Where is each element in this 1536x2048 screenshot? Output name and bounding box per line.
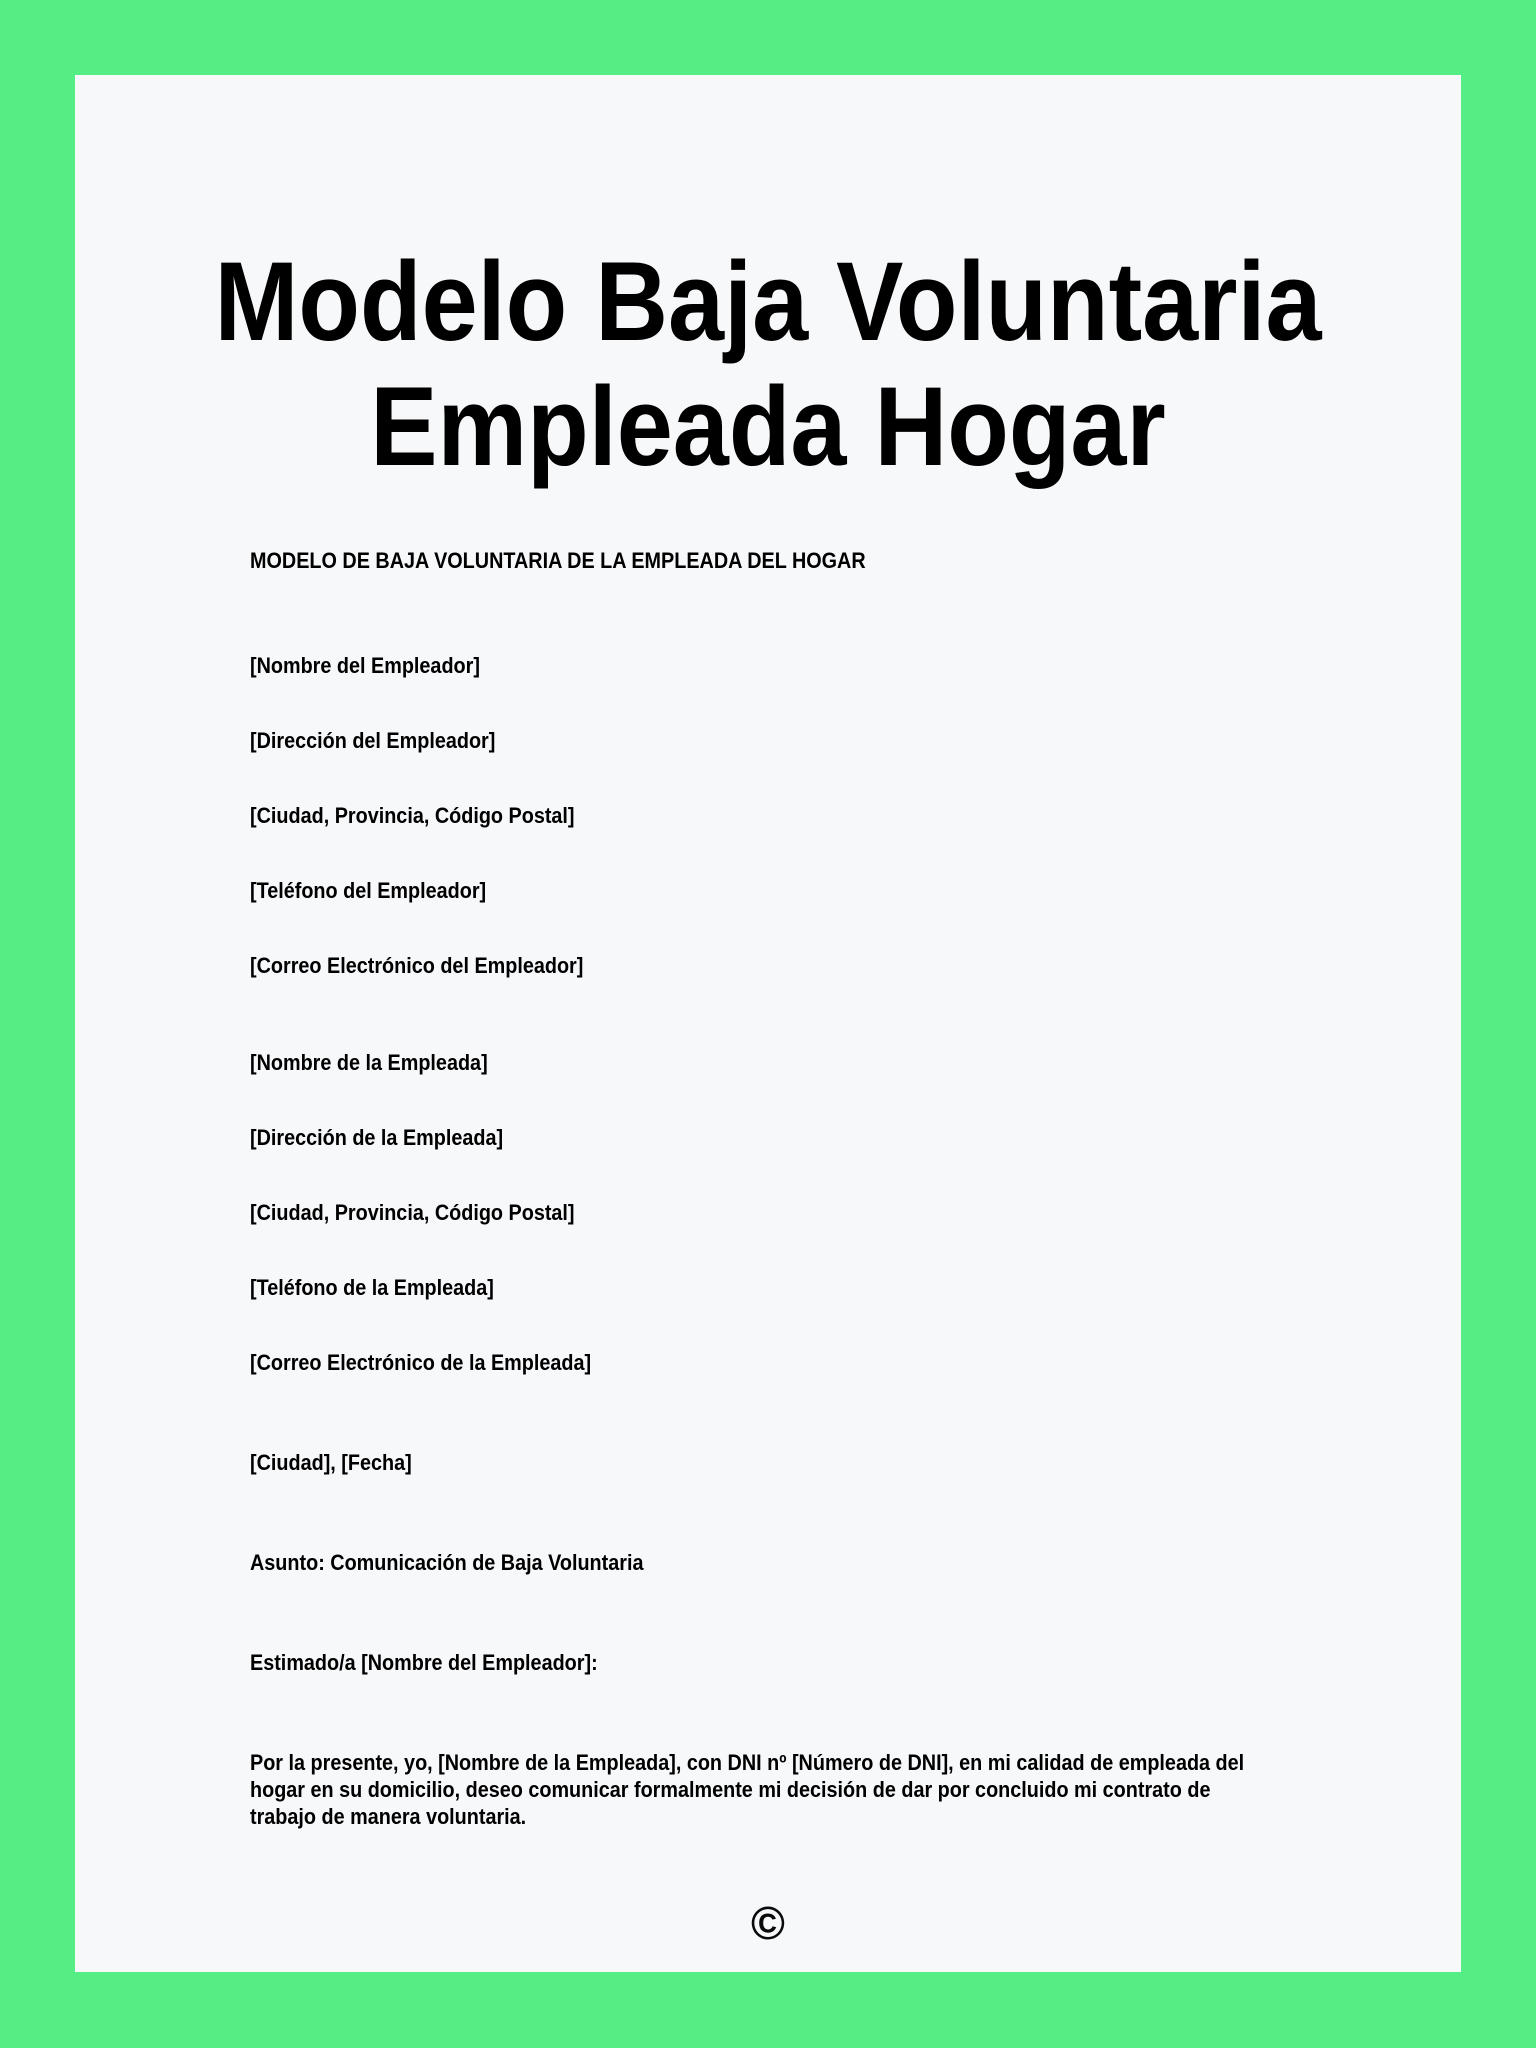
letter-heading: MODELO DE BAJA VOLUNTARIA DE LA EMPLEADA DEL HOGAR [250, 548, 866, 573]
employee-email-placeholder: [Correo Electrónico de la Empleada] [250, 1350, 592, 1375]
page-title [144, 239, 1391, 489]
employee-address-placeholder: [Dirección de la Empleada] [250, 1125, 504, 1150]
employer-city-placeholder: [Ciudad, Provincia, Código Postal] [250, 803, 575, 828]
employer-phone-placeholder: [Teléfono del Empleador] [250, 878, 487, 903]
body-paragraph-line-2: hogar en su domicilio, deseo comunicar formalmente mi decisión de dar por concluido mi contrato de [250, 1777, 1211, 1802]
page-title-line-1: Modelo Baja Voluntaria [214, 239, 1322, 364]
employer-name-placeholder: [Nombre del Empleador] [250, 653, 480, 678]
letter-body [250, 544, 1330, 1830]
employee-phone-placeholder: [Teléfono de la Empleada] [250, 1275, 494, 1300]
employer-email-placeholder: [Correo Electrónico del Empleador] [250, 953, 584, 978]
employee-city-placeholder: [Ciudad, Provincia, Código Postal] [250, 1200, 575, 1225]
city-date-line: [Ciudad], [Fecha] [250, 1450, 412, 1475]
body-paragraph-line-1: Por la presente, yo, [Nombre de la Empleada], con DNI nº [Número de DNI], en mi calidad de empleada del [250, 1750, 1245, 1775]
subject-line: Asunto: Comunicación de Baja Voluntaria [250, 1550, 644, 1575]
employer-address-placeholder: [Dirección del Empleador] [250, 728, 496, 753]
salutation-line: Estimado/a [Nombre del Empleador]: [250, 1650, 598, 1675]
employee-name-placeholder: [Nombre de la Empleada] [250, 1050, 488, 1075]
body-paragraph-line-3: trabajo de manera voluntaria. [250, 1804, 527, 1829]
body-paragraph [250, 1749, 1330, 1830]
copyright-icon: © [751, 1897, 785, 1949]
document-page [75, 75, 1461, 1972]
page-title-line-2: Empleada Hogar [370, 364, 1166, 489]
